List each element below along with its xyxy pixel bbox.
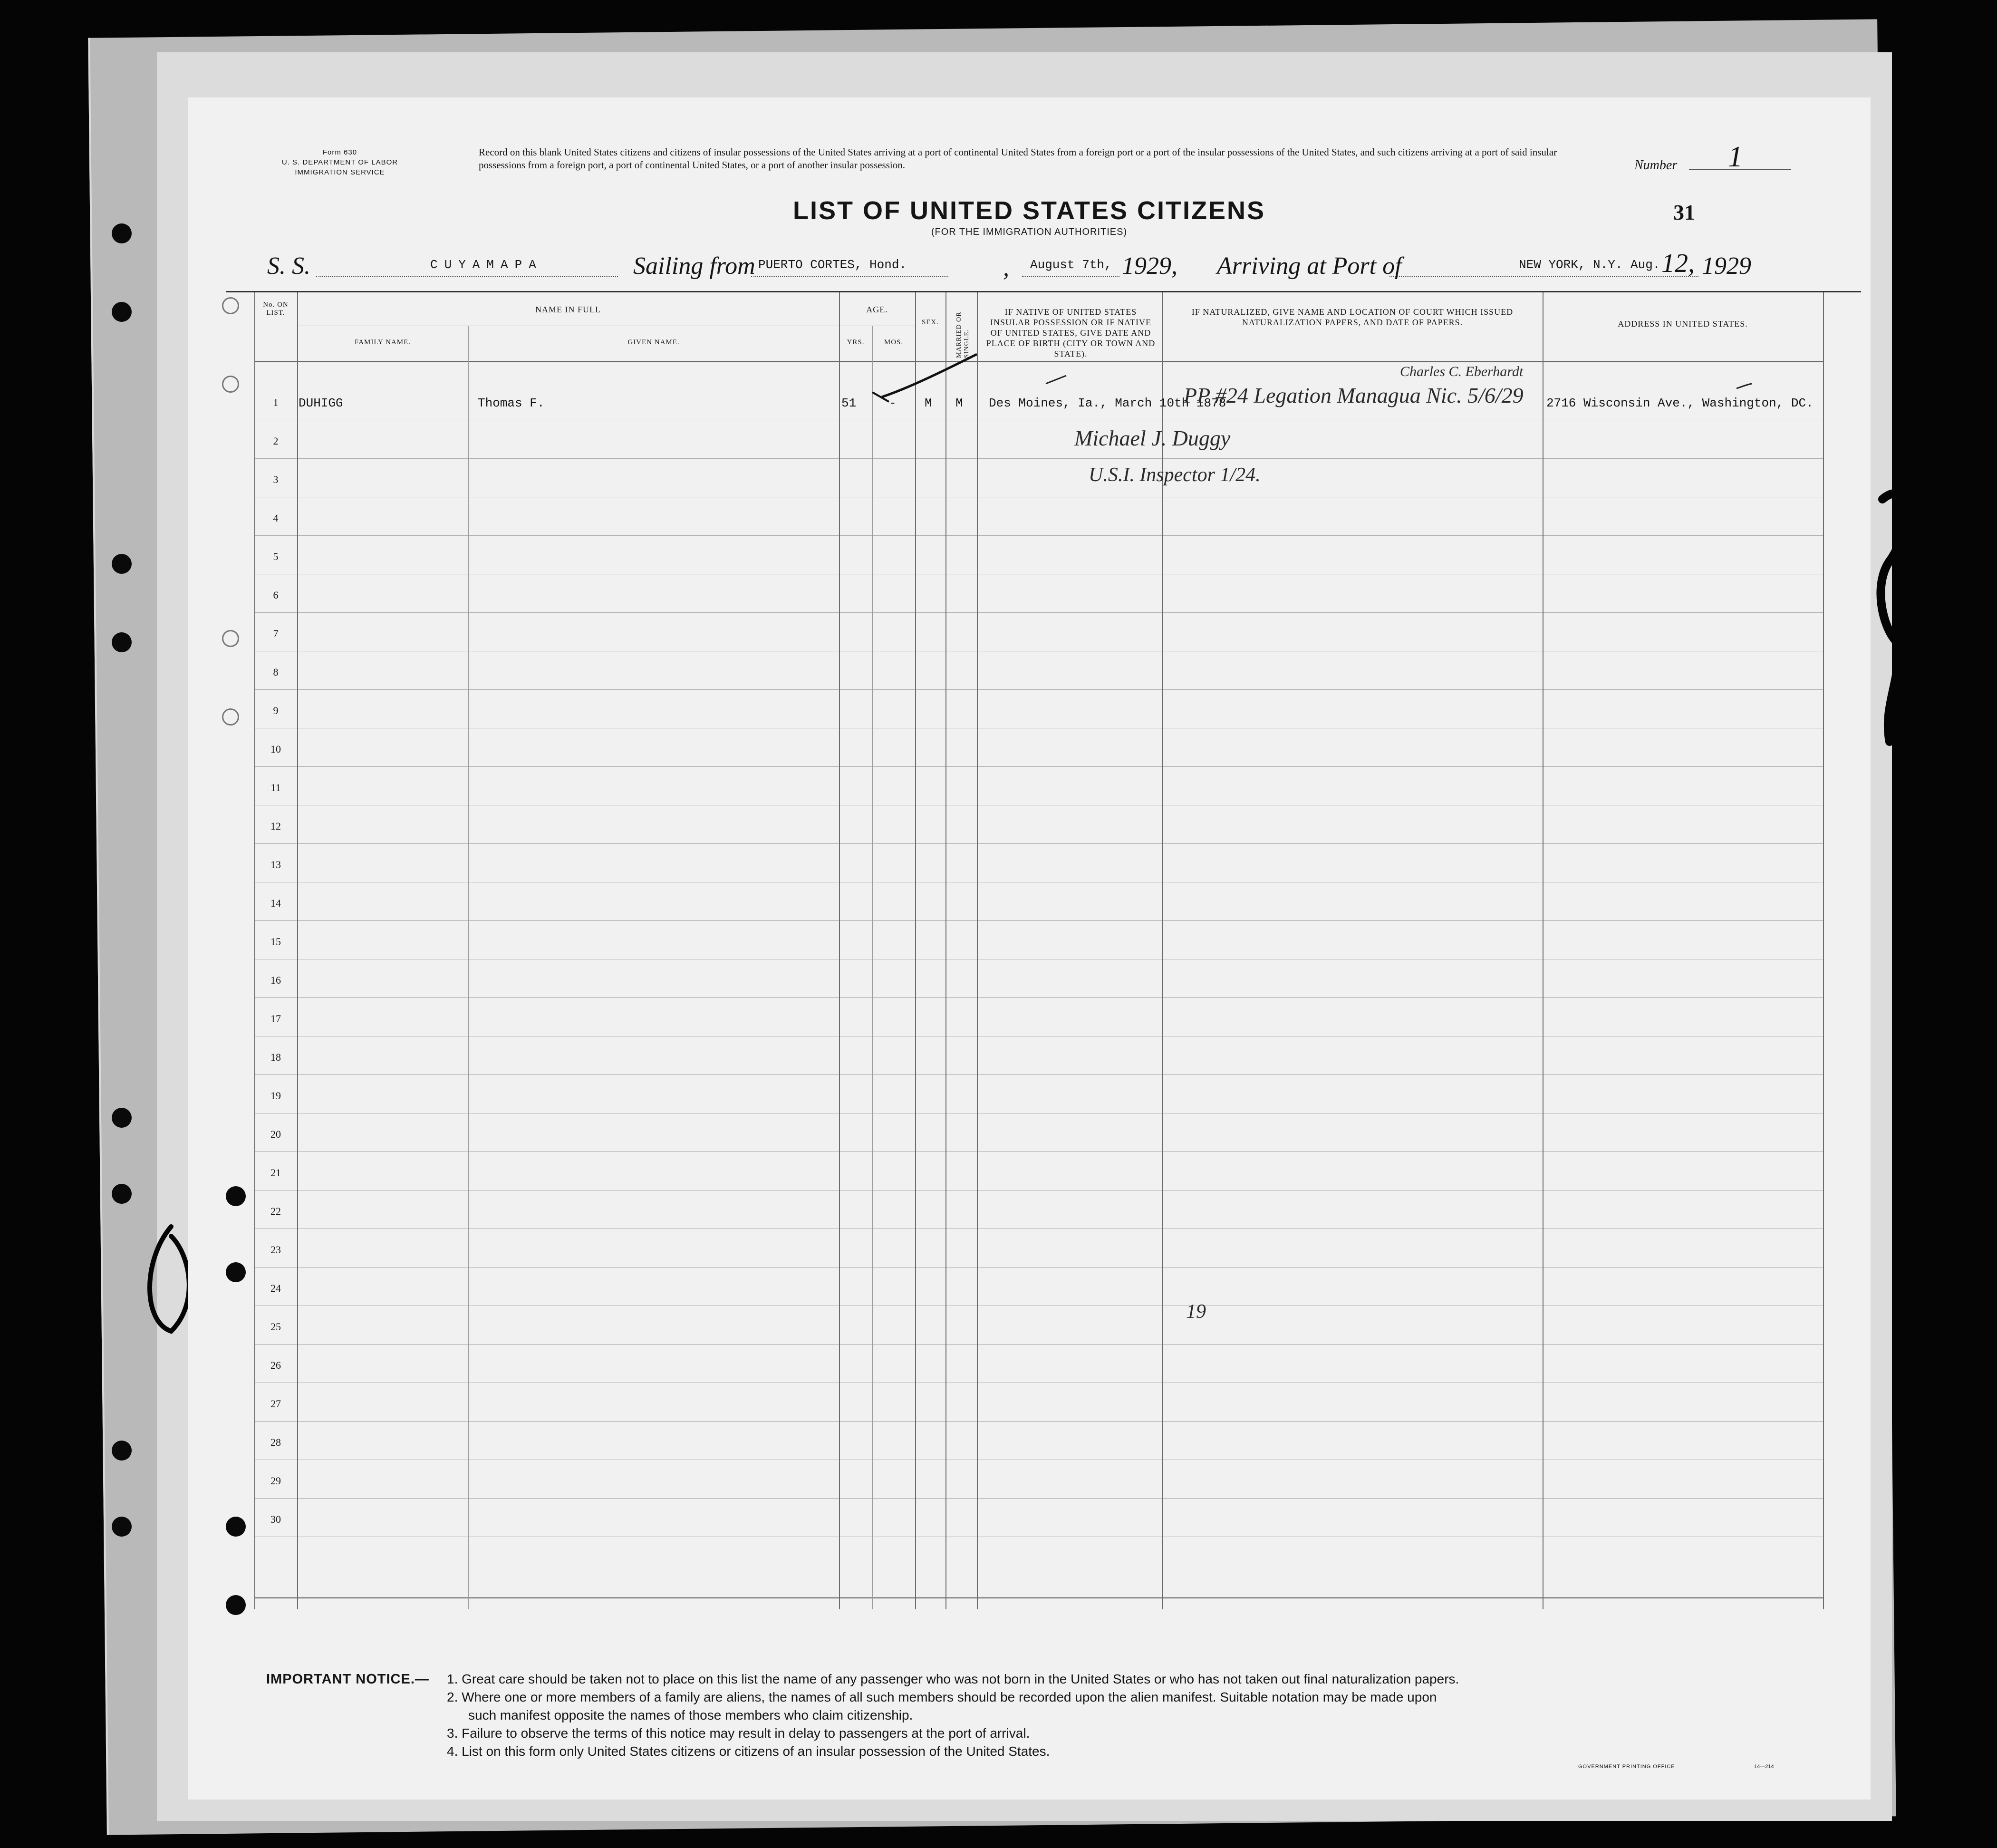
- binder-hole: [226, 1595, 246, 1615]
- binder-hole-faint: [222, 630, 239, 647]
- header-age-months: MOS.: [884, 339, 904, 346]
- column-divider: [468, 326, 469, 1609]
- header-family-name: FAMILY NAME.: [355, 339, 411, 346]
- row-rule: [254, 1151, 1823, 1152]
- row-number: 21: [270, 1167, 281, 1179]
- naturalization-signer: Charles C. Eberhardt: [1400, 364, 1524, 379]
- entry-address: 2716 Wisconsin Ave., Washington, DC.: [1546, 396, 1814, 410]
- row-number: 8: [273, 666, 279, 678]
- arrival-day: 12,: [1661, 249, 1695, 278]
- page-subtitle: (FOR THE IMMIGRATION AUTHORITIES): [931, 227, 1128, 237]
- page-number: 31: [1673, 200, 1695, 224]
- row-rule: [254, 458, 1823, 459]
- form-identifier: [240, 147, 440, 177]
- header-sex: SEX.: [921, 319, 939, 326]
- manifest-form: [188, 97, 1871, 1800]
- date-underline: [1022, 276, 1119, 277]
- row-number: 6: [273, 589, 279, 601]
- printer-imprint: GOVERNMENT PRINTING OFFICE: [1578, 1764, 1675, 1770]
- column-divider: [254, 292, 255, 1609]
- row-rule: [254, 1421, 1823, 1422]
- header-age: AGE.: [866, 305, 888, 314]
- header-rule: [254, 361, 1823, 362]
- row-number: 13: [270, 859, 281, 871]
- row-number: 15: [270, 936, 281, 948]
- header-name-in-full: NAME IN FULL: [535, 305, 601, 314]
- notice-item: such manifest opposite the names of those members who claim citizenship.: [468, 1708, 913, 1722]
- row-number: 1: [273, 397, 279, 408]
- row-number: 26: [270, 1359, 281, 1371]
- binder-hole: [112, 223, 132, 243]
- column-divider: [915, 292, 916, 1609]
- department-name: U. S. DEPARTMENT OF LABOR: [281, 158, 398, 166]
- row-rule: [254, 1498, 1823, 1499]
- check-mark-stroke: [882, 354, 977, 397]
- notice-item: 1. Great care should be taken not to place on this list the name of any passenger who was not born in the United States or who has not taken out final naturalization papers.: [447, 1672, 1459, 1686]
- inspector-signature: Michael J. Duggy: [1074, 426, 1231, 450]
- arrival-underline: [1389, 276, 1698, 277]
- printer-code: 14—214: [1754, 1764, 1774, 1770]
- binder-hole: [112, 302, 132, 322]
- arrival-month: Aug.: [1630, 258, 1660, 272]
- row-number: 19: [270, 1090, 281, 1102]
- binder-hole-faint: [222, 376, 239, 393]
- row-number: 27: [270, 1398, 281, 1410]
- service-name: IMMIGRATION SERVICE: [295, 168, 385, 176]
- margin-mark: 19: [1186, 1301, 1206, 1323]
- notice-heading: IMPORTANT NOTICE.—: [266, 1672, 429, 1687]
- check-mark-stroke: [1046, 376, 1066, 384]
- binder-hole-faint: [222, 708, 239, 726]
- inspector-title: U.S.I. Inspector 1/24.: [1089, 464, 1261, 486]
- form-instructions: Record on this blank United States citizens and citizens of insular possessions of the United States arriving at a port of continental United States from a foreign port or a port of the insular possessions of the United States, and such citizens arriving at a port of said insular possessions from a foreign port, a port of continental United States, or a port of another insular possession.: [479, 146, 1557, 171]
- sailing-date: August 7th,: [1030, 258, 1112, 272]
- header-address: ADDRESS IN UNITED STATES.: [1618, 319, 1748, 329]
- row-rule: [254, 997, 1823, 998]
- header-birth-info: IF NATIVE OF UNITED STATES INSULAR POSSESSION OR IF NATIVE OF UNITED STATES, GIVE DATE AND PLACE OF BIRTH (CITY OR TOWN AND STATE).: [986, 307, 1156, 358]
- form-number: Form 630: [322, 148, 357, 156]
- column-divider: [1162, 292, 1163, 1609]
- page-title: LIST OF UNITED STATES CITIZENS: [793, 196, 1265, 225]
- arrival-port: NEW YORK, N.Y.: [1519, 258, 1623, 272]
- row-number: 30: [270, 1513, 281, 1525]
- check-mark-stroke: [872, 392, 889, 402]
- voyage-line: [188, 249, 1871, 285]
- row-rule: [254, 766, 1823, 767]
- row-number: 17: [270, 1013, 281, 1025]
- row-rule: [254, 1074, 1823, 1075]
- header-age-years: YRS.: [847, 339, 865, 346]
- entry-naturalization: PP #24 Legation Managua Nic. 5/6/29: [1184, 383, 1524, 407]
- row-number: 12: [270, 820, 281, 832]
- entry-given-name: Thomas F.: [478, 396, 545, 410]
- row-rule: [254, 689, 1823, 690]
- column-divider: [839, 292, 840, 1609]
- column-divider: [1823, 292, 1824, 1609]
- check-mark-stroke: [1737, 384, 1752, 388]
- list-number-value: 1: [1728, 141, 1743, 173]
- column-divider: [1543, 292, 1544, 1609]
- port-underline: [751, 276, 948, 277]
- notice-item: 3. Failure to observe the terms of this notice may result in delay to passengers at the port of arrival.: [447, 1726, 1030, 1741]
- row-rule: [254, 920, 1823, 921]
- row-number: 9: [273, 705, 279, 716]
- row-number: 3: [273, 474, 279, 485]
- row-number: 14: [270, 897, 281, 909]
- arriving-label: Arriving at Port of: [1217, 252, 1402, 280]
- row-number: 4: [273, 512, 279, 524]
- binder-hole: [226, 1186, 246, 1206]
- notice-item: 4. List on this form only United States citizens or citizens of an insular possession of the United States.: [447, 1744, 1050, 1759]
- departure-port: PUERTO CORTES, Hond.: [758, 258, 907, 272]
- column-divider: [945, 292, 946, 1609]
- column-divider: [872, 326, 873, 1609]
- row-number: 16: [270, 974, 281, 986]
- binder-hole: [112, 632, 132, 652]
- binder-hole: [112, 554, 132, 574]
- header-no-on-list: No. ON LIST.: [263, 301, 289, 317]
- notice-item: 2. Where one or more members of a family are aliens, the names of all such members should be recorded upon the alien manifest. Suitable notation may be made upon: [447, 1690, 1437, 1704]
- row-rule: [254, 535, 1823, 536]
- column-divider: [977, 292, 978, 1609]
- sailing-from-label: Sailing from: [633, 252, 755, 280]
- arrival-year: 1929: [1702, 252, 1751, 280]
- entry-age-months: -: [889, 396, 897, 410]
- row-number: 29: [270, 1475, 281, 1487]
- row-rule: [254, 1344, 1823, 1345]
- row-number: 5: [273, 551, 279, 562]
- row-number: 28: [270, 1436, 281, 1448]
- entry-birth: Des Moines, Ia., March 10th 1878: [989, 396, 1226, 410]
- ss-label: S. S.: [267, 252, 310, 280]
- separator: ,: [1003, 254, 1009, 281]
- row-number: 23: [270, 1244, 281, 1256]
- header-naturalization: IF NATURALIZED, GIVE NAME AND LOCATION OF COURT WHICH ISSUED NATURALIZATION PAPERS, AND DATE OF PAPERS.: [1191, 307, 1514, 327]
- row-number: 10: [270, 743, 281, 755]
- header-married-single: MARRIED OR SINGLE.: [955, 311, 970, 358]
- entry-family-name: DUHIGG: [299, 396, 343, 410]
- row-number: 2: [273, 435, 279, 447]
- column-divider: [297, 292, 298, 1609]
- row-number: 11: [270, 782, 281, 793]
- row-number: 24: [270, 1282, 281, 1294]
- entry-sex: M: [925, 396, 932, 410]
- ship-name: CUYAMAPA: [430, 258, 543, 272]
- binder-hole: [112, 1441, 132, 1461]
- row-number: 22: [270, 1205, 281, 1217]
- entry-age-years: 51: [841, 396, 857, 410]
- table-bottom-rule: [254, 1597, 1823, 1598]
- row-number: 25: [270, 1321, 281, 1333]
- row-number: 20: [270, 1128, 281, 1140]
- table-top-rule: [226, 291, 1861, 292]
- row-rule: [254, 843, 1823, 844]
- binder-hole: [226, 1262, 246, 1282]
- sailing-year: 1929,: [1122, 252, 1177, 280]
- row-number: 18: [270, 1051, 281, 1063]
- binder-hole: [112, 1108, 132, 1128]
- row-number: 7: [273, 628, 279, 639]
- ship-underline: [316, 276, 618, 277]
- binder-hole-faint: [222, 297, 239, 314]
- entry-marital-status: M: [955, 396, 963, 410]
- binder-hole: [226, 1517, 246, 1537]
- number-label: Number: [1634, 158, 1678, 173]
- header-given-name: GIVEN NAME.: [627, 339, 680, 346]
- binder-hole: [112, 1517, 132, 1537]
- row-rule: [254, 612, 1823, 613]
- binder-hole: [112, 1184, 132, 1204]
